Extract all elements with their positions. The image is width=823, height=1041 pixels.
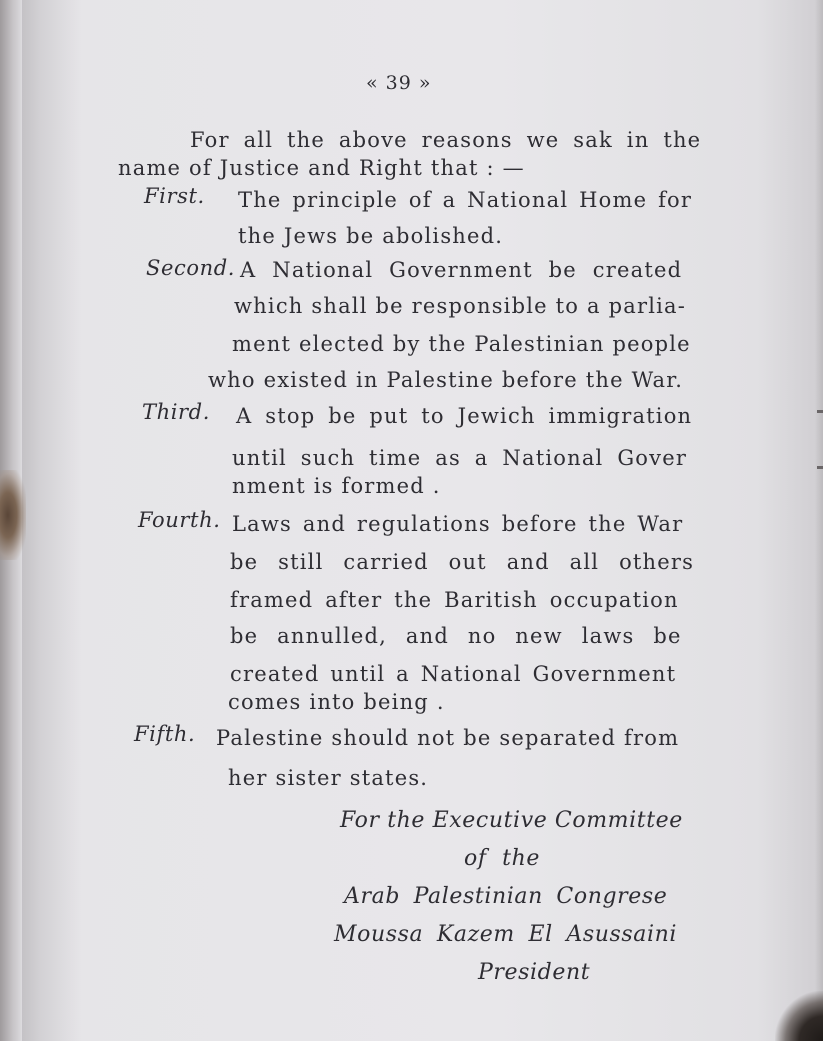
point-third-line-2: until such time as a National Gover <box>232 446 688 470</box>
point-second-line-1: A National Government be created <box>240 258 683 282</box>
point-fourth-line-2: be still carried out and all others <box>230 550 695 574</box>
torn-corner <box>775 991 823 1041</box>
point-fourth-line-3: framed after the Baritish occupation <box>230 588 679 612</box>
point-second-line-3: ment elected by the Palestinian people <box>232 332 691 356</box>
signature-line-3: Arab Palestinian Congrese <box>344 884 668 909</box>
signature-line-5: President <box>478 960 591 985</box>
signature-line-2: of the <box>464 846 541 871</box>
page-number: « 39 » <box>366 72 432 94</box>
point-fourth-line-1: Laws and regulations before the War <box>232 512 684 536</box>
point-label-third: Third. <box>142 400 211 424</box>
page-edge-mark <box>817 410 823 413</box>
intro-line-2: name of Justice and Right that : — <box>118 156 525 180</box>
point-fourth-line-6: comes into being . <box>228 690 445 714</box>
page-edge-mark <box>817 466 823 469</box>
point-second-line-4: who existed in Palestine before the War. <box>208 368 684 392</box>
gutter-shadow <box>22 0 82 1041</box>
point-label-first: First. <box>144 184 205 208</box>
signature-line-1: For the Executive Committee <box>340 808 683 833</box>
signature-line-4: Moussa Kazem El Asussaini <box>334 922 678 947</box>
point-fourth-line-5: created until a National Government <box>230 662 677 686</box>
point-third-line-3: nment is formed . <box>232 474 441 498</box>
point-label-fourth: Fourth. <box>138 508 221 532</box>
point-first-line-2: the Jews be abolished. <box>238 224 504 248</box>
point-fifth-line-2: her sister states. <box>228 766 429 790</box>
point-label-fifth: Fifth. <box>134 722 196 746</box>
point-first-line-1: The principle of a National Home for <box>238 188 693 212</box>
binding-stain <box>0 470 26 560</box>
point-second-line-2: which shall be responsible to a parlia- <box>234 294 687 318</box>
point-fifth-line-1: Palestine should not be separated from <box>216 726 680 750</box>
page-edge <box>815 0 823 1041</box>
point-fourth-line-4: be annulled, and no new laws be <box>230 624 682 648</box>
intro-line-1: For all the above reasons we sak in the <box>190 128 702 152</box>
point-label-second: Second. <box>146 256 236 280</box>
point-third-line-1: A stop be put to Jewich immigration <box>236 404 693 428</box>
